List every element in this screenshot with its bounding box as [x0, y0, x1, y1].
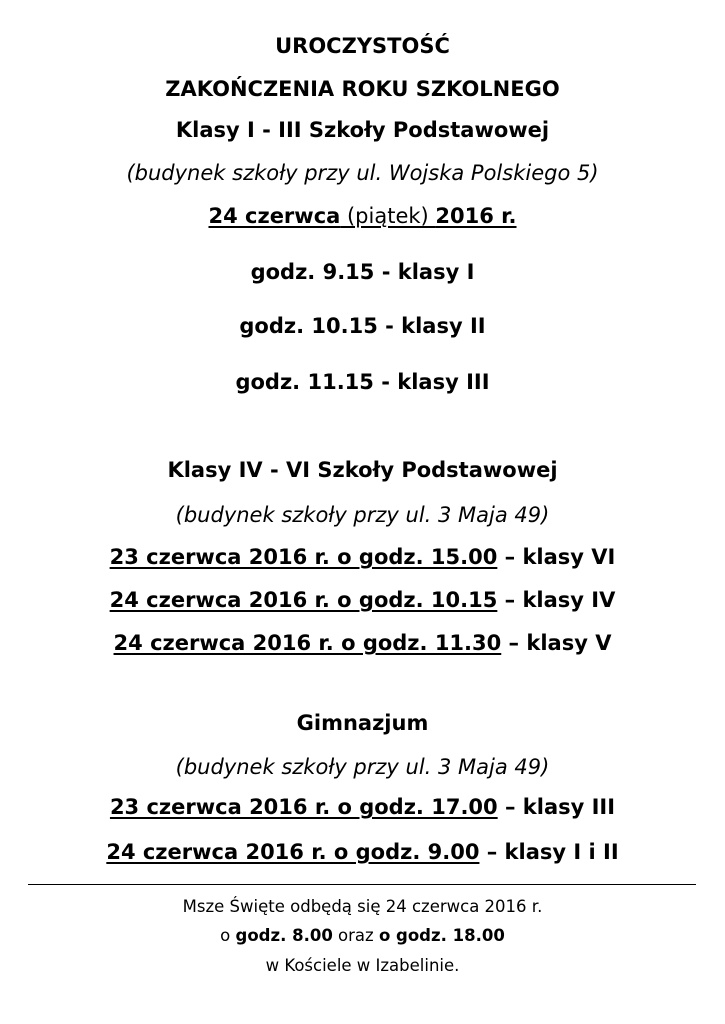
section2-row-3-who: – klasy V [501, 631, 612, 655]
section2-row-3-when: 24 czerwca 2016 r. o godz. 11.30 [113, 631, 502, 655]
section1-address: (budynek szkoły przy ul. Wojska Polskiego 5) [126, 161, 599, 185]
section1-time-2: godz. 10.15 - klasy II [239, 314, 486, 338]
section2-row-1-when: 23 czerwca 2016 r. o godz. 15.00 [109, 545, 498, 569]
section2-row-1-who: – klasy VI [497, 545, 616, 569]
section3-heading: Gimnazjum [296, 711, 429, 735]
section2-row-1 [0, 547, 725, 568]
section3-row-1 [0, 797, 725, 818]
section3-row-2-who: – klasy I i II [479, 840, 619, 864]
section2-row-2 [0, 590, 725, 611]
footer-line-2-c: oraz [332, 926, 379, 945]
section3-address: (budynek szkoły przy ul. 3 Maja 49) [175, 755, 550, 779]
section2-address: (budynek szkoły przy ul. 3 Maja 49) [175, 503, 550, 527]
section1-heading: Klasy I - III Szkoły Podstawowej [175, 118, 550, 142]
section2-row-2-when: 24 czerwca 2016 r. o godz. 10.15 [109, 588, 498, 612]
footer-line-2-a: o [220, 926, 236, 945]
section1-time-1: godz. 9.15 - klasy I [250, 260, 475, 284]
title-line-1: UROCZYSTOŚĆ [275, 34, 450, 58]
section1-date [0, 206, 725, 227]
footer-line-3: w Kościele w Izabelinie. [265, 956, 460, 975]
section1-date-year: 2016 r. [435, 204, 517, 228]
section3-row-1-when: 23 czerwca 2016 r. o godz. 17.00 [109, 795, 498, 819]
title-line-2: ZAKOŃCZENIA ROKU SZKOLNEGO [165, 77, 560, 101]
section3-row-2-when: 24 czerwca 2016 r. o godz. 9.00 [106, 840, 480, 864]
section2-row-2-who: – klasy IV [497, 588, 616, 612]
section1-time-3: godz. 11.15 - klasy III [235, 370, 490, 394]
footer-line-2-d: o godz. 18.00 [378, 926, 505, 945]
section2-row-3 [0, 633, 725, 654]
section1-date-day: (piątek) [340, 204, 436, 228]
footer-line-2 [0, 928, 725, 945]
section2-heading: Klasy IV - VI Szkoły Podstawowej [167, 458, 558, 482]
section1-date-main: 24 czerwca [208, 204, 341, 228]
footer-divider [28, 884, 696, 885]
footer-line-1: Msze Święte odbędą się 24 czerwca 2016 r. [182, 897, 543, 916]
section3-row-2 [0, 842, 725, 863]
section3-row-1-who: – klasy III [497, 795, 616, 819]
footer-line-2-b: godz. 8.00 [235, 926, 333, 945]
